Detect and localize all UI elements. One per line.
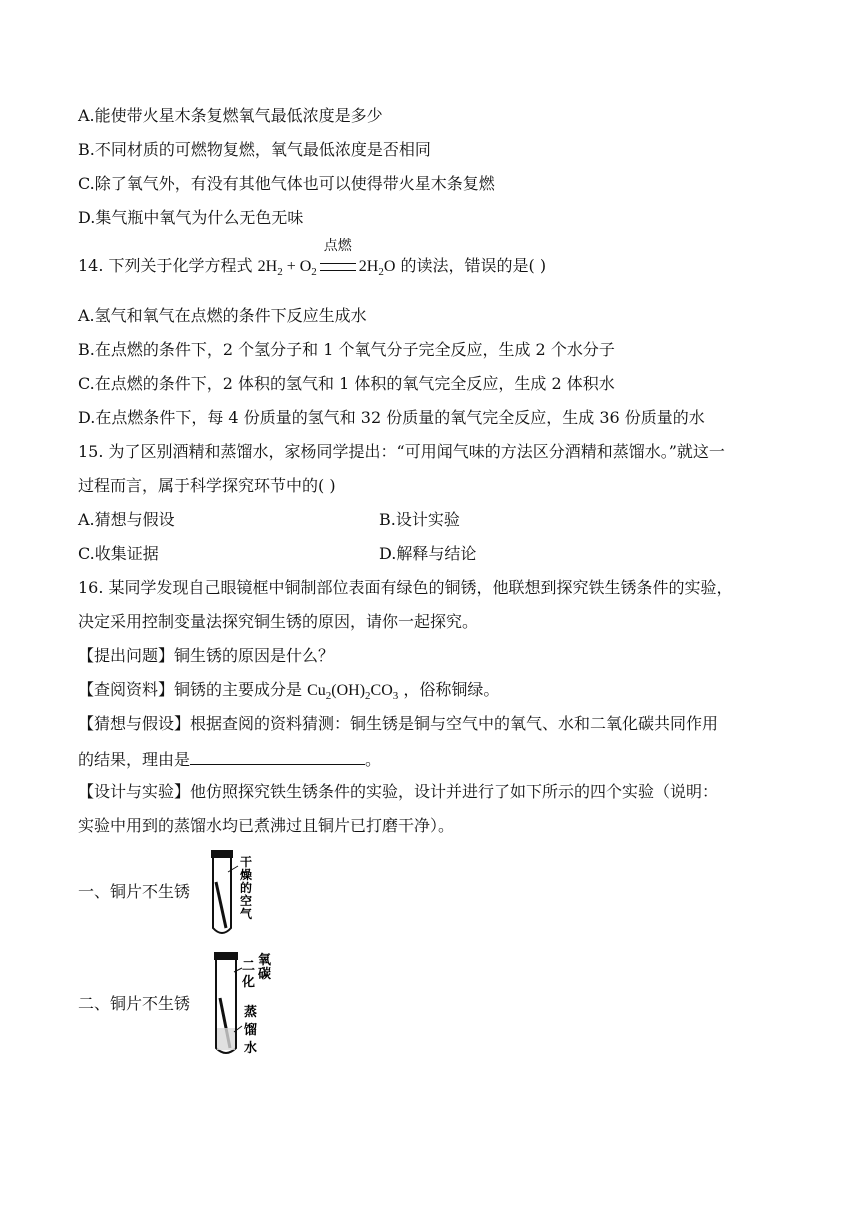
q15-stem-line1: 15. 为了区别酒精和蒸馏水，家杨同学提出：“可用闻气味的方法区分酒精和蒸馏水。”就这一 [78, 442, 725, 461]
tube-label-char: 碳 [258, 967, 272, 982]
answer-blank[interactable] [190, 748, 365, 765]
q15-stem-line2: 过程而言，属于科学探究环节中的( ) [78, 476, 336, 495]
copper-strip [216, 882, 226, 928]
info-suffix: ，俗称铜绿。 [403, 680, 500, 699]
q13-option-d: D.集气瓶中氧气为什么无色无味 [78, 208, 304, 227]
tube-label-char: 气 [240, 907, 253, 921]
info-prefix: 【查阅资料】铜锈的主要成分是 [78, 680, 303, 699]
tube-label-char: 空 [240, 894, 253, 908]
q13-option-b: B.不同材质的可燃物复燃，氧气最低浓度是否相同 [78, 140, 431, 159]
equation-condition: 点燃 [323, 239, 352, 254]
distilled-water [217, 1028, 235, 1050]
tube-label-char: 水 [244, 1041, 258, 1056]
q16-design-line2: 实验中用到的蒸馏水均已煮沸过且铜片已打磨干净）。 [78, 816, 455, 835]
experiment-2-label: 二、铜片不生锈 [78, 994, 191, 1013]
q16-design-line1: 【设计与实验】他仿照探究铁生锈条件的实验，设计并进行了如下所示的四个实验（说明： [78, 782, 719, 801]
q16-info [78, 680, 499, 702]
q15-option-b: B.设计实验 [379, 510, 460, 529]
q15-option-c: C.收集证据 [78, 544, 159, 563]
q15-option-d: D.解释与结论 [379, 544, 477, 563]
tube-label-char: 的 [240, 881, 253, 895]
tube-body [213, 858, 231, 933]
q13-option-c: C.除了氧气外，有没有其他气体也可以使得带火星木条复燃 [78, 174, 495, 193]
tube-label-char: 干 [240, 855, 253, 869]
q16-ask: 【提出问题】铜生锈的原因是什么？ [78, 646, 335, 665]
tube-label-char: 化 [242, 975, 256, 990]
q14-option-d: D.在点燃条件下，每 4 份质量的氢气和 32 份质量的氧气完全反应，生成 36 份质量的水 [78, 408, 705, 427]
chemical-equation: $2H_2 + O_2$ 点燃 $2H_2O$ [257, 239, 396, 278]
q14-option-b: B.在点燃的条件下，2 个氢分子和 1 个氧气分子完全反应，生成 2 个水分子 [78, 340, 615, 359]
q16-guess-line2 [78, 748, 381, 770]
experiment-1-label: 一、铜片不生锈 [78, 882, 191, 901]
tube-label-char: 燥 [240, 868, 253, 882]
q14-stem [78, 239, 547, 278]
tube-label-char: 馏 [244, 1023, 258, 1038]
q16-stem-line2: 决定采用控制变量法探究铜生锈的原因，请你一起探究。 [78, 612, 479, 631]
tube-stopper [211, 850, 233, 858]
tube-label-char: 氧 [258, 953, 272, 968]
q16-guess-line1: 【猜想与假设】根据查阅的资料猜测：铜生锈是铜与空气中的氧气、水和二氧化碳共同作用 [78, 714, 719, 733]
tube-stopper [214, 952, 238, 960]
guess-prefix: 的结果，理由是 [78, 750, 191, 769]
tube-label-char: 二 [242, 959, 256, 974]
q13-option-a: A.能使带火星木条复燃氧气最低浓度是多少 [78, 106, 383, 125]
tube-label-char: 蒸 [244, 1005, 258, 1020]
q14-prefix: 14. 下列关于化学方程式 [78, 256, 253, 275]
guess-suffix: 。 [365, 750, 382, 769]
q14-suffix: 的读法，错误的是( ) [400, 256, 547, 275]
test-tube-co2-water-diagram [200, 950, 290, 1062]
q14-option-c: C.在点燃的条件下，2 体积的氢气和 1 体积的氧气完全反应，生成 2 体积水 [78, 374, 615, 393]
copper-rust-formula: $Cu_2(OH)_2CO_3$ [307, 682, 399, 702]
q16-stem-line1: 16. 某同学发现自己眼镜框中铜制部位表面有绿色的铜锈，他联想到探究铁生锈条件的实验， [78, 578, 733, 597]
q14-option-a: A.氢气和氧气在点燃的条件下反应生成水 [78, 306, 367, 325]
q15-option-a: A.猜想与假设 [78, 510, 175, 529]
test-tube-dry-air-diagram [196, 848, 266, 940]
